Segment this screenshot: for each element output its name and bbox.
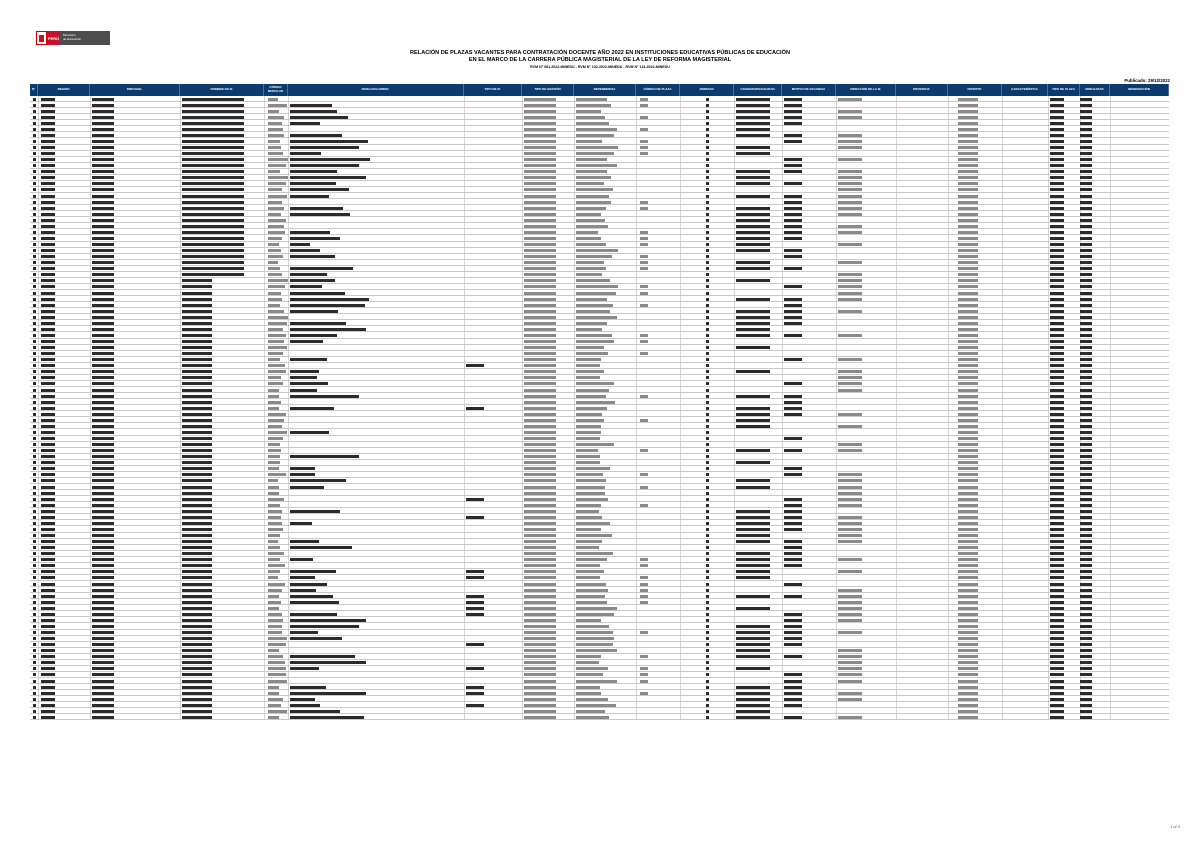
document-title-line2: EN EL MARCO DE LA CARRERA PÚBLICA MAGISTERIAL DE LA LEY DE REFORMA MAGISTERIAL — [468, 57, 732, 63]
minedu-logo — [36, 31, 110, 45]
column-header: MOTIVO DE VACANCIA — [782, 84, 836, 96]
column-header: PROVINCIA — [896, 84, 948, 96]
peru-shield-icon — [36, 31, 47, 45]
page-number: 1 of 3 — [1169, 824, 1180, 829]
table-body — [30, 96, 1169, 720]
publication-date: Publicado: 29/12/2022 — [1124, 78, 1170, 83]
column-header: CÓDIGO DE PLAZA — [636, 84, 680, 96]
column-header: DRE/UGEL — [90, 84, 180, 96]
table-row — [30, 714, 1169, 720]
column-header: OBSERVACIÓN — [1110, 84, 1169, 96]
logo-mark: PERÚ — [47, 31, 60, 45]
table-header — [30, 84, 1169, 96]
column-header: TIPO DE GESTIÓN — [522, 84, 574, 96]
column-header: DIRECCIÓN DE LA IE — [836, 84, 896, 96]
column-header: CÓDIGO MODULAR — [264, 84, 288, 96]
column-header: NOMBRE DE IE — [180, 84, 264, 96]
column-header: DEPENDENCIA — [574, 84, 636, 96]
document-subtitle: RVM N° 081-2022-MINEDU - RVM N° 132-2022-MINEDU - RVM N° 114-2022-MINEDU — [530, 65, 670, 69]
vacancies-table — [30, 84, 1169, 720]
column-header: REGIÓN — [38, 84, 90, 96]
column-header: TIPO DE PLAZA — [1048, 84, 1080, 96]
column-header: NIVEL/CICLO/MOD. — [288, 84, 464, 96]
column-header: JORNADA — [680, 84, 734, 96]
column-header: DISTRITO — [948, 84, 1002, 96]
document-title-line1: RELACIÓN DE PLAZAS VACANTES PARA CONTRATACIÓN DOCENTE AÑO 2022 EN INSTITUCIONES EDUCATIVAS PÚBLICAS DE EDUCACIÓN — [410, 50, 790, 56]
column-header: CARACTERÍSTICA — [1002, 84, 1048, 96]
column-header: TIPO DE IE — [464, 84, 522, 96]
column-header: CARGO/ESPECIALIDAD — [734, 84, 782, 96]
column-header: MODALIDAD — [1080, 84, 1110, 96]
column-header: N° — [30, 84, 38, 96]
logo-ministry-text: Ministerio de Educación — [60, 31, 110, 45]
